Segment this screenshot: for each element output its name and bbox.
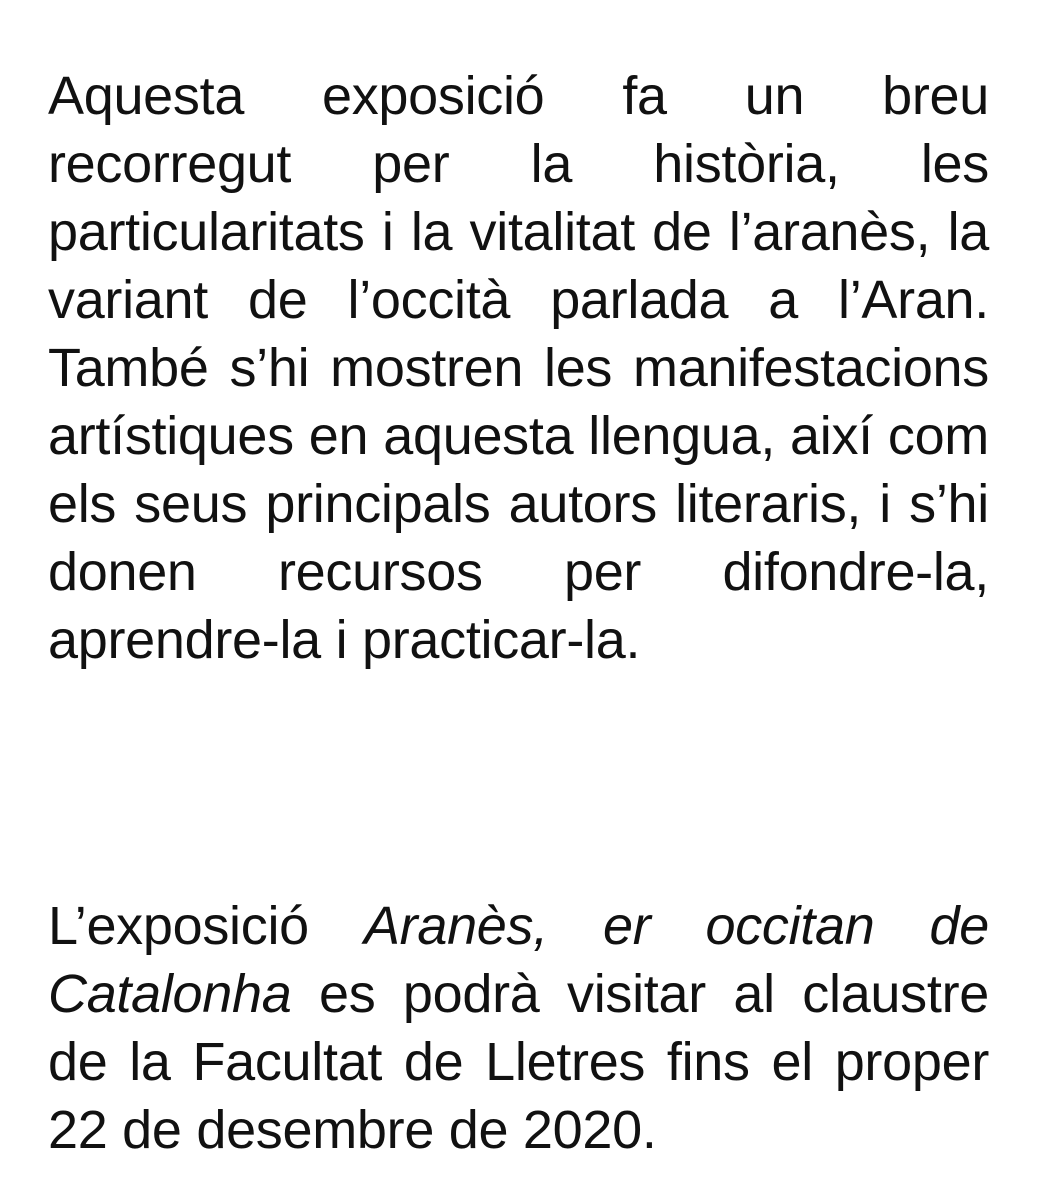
visit-info-text: es podrà visitar al claustre de la Facultat de Lletres fins el proper 22 de desembre de 2020. (48, 964, 989, 1160)
intro-text: L’exposició (48, 896, 364, 956)
exhibition-dates-paragraph (48, 892, 989, 1164)
exhibition-description-paragraph: Aquesta exposició fa un breu recorregut per la història, les particularitats i la vitalitat de l’aranès, la variant de l’occità parlada a l’Aran. També s’hi mostren les manifestacions artístiques en aquesta llengua, així com els seus principals autors literaris, i s’hi donen recursos per difondre-la, aprendre-la i practicar-la. (48, 66, 989, 670)
exhibition-title: Aranès, er occitan de Catalonha (48, 896, 989, 1024)
